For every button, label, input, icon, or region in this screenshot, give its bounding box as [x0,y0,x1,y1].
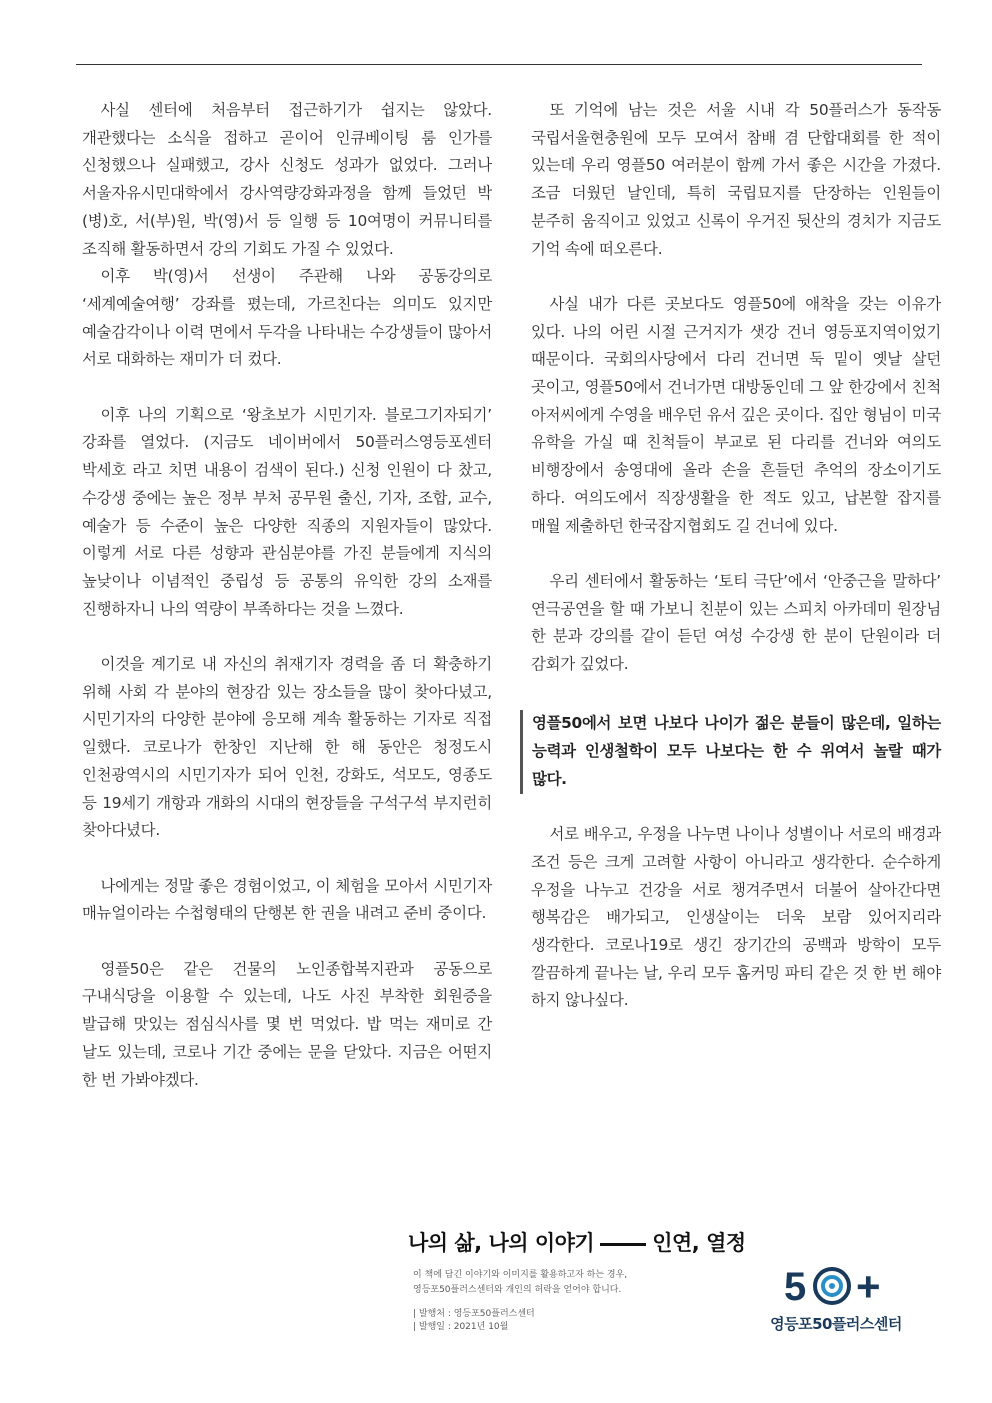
top-divider [76,64,922,65]
paragraph-theater-troupe: 우리 센터에서 활동하는 ‘토티 극단’에서 ‘안중근을 말하다’ 연극공연을 할 때 가보니 친분이 있는 스피치 아카데미 원장님 한 분과 강의를 같이 듣던 여성 수강생 한 분이 단원이라 더 감회가 깊었다. [531,571,941,674]
logo-caption: 영등포50플러스센터 [770,1315,902,1333]
paragraph-citizen-reporter-lecture: 이후 나의 기획으로 ‘왕초보가 시민기자. 블로그기자되기’ 강좌를 열었다. (지금도 네이버에서 50플러스영등포센터 박세호 라고 치면 내용이 검색이 된다.) 신청 인원이 다 찼고, 수강생 중에는 높은 정부 부처 공무원 출신, 기자, 조합, 교수, 예술가 등 수준이 높은 다양한 직종의 지원자들이 많았다. 이렇게 서로 다른 성향과 관심분야를 가진 분들에게 지식의 높낮이나 이념적인 중립성 등 공통의 유익한 강의 소재를 진행하자니 나의 역량이 부족하다는 것을 느꼈다. [82,405,492,618]
paragraph-reporter-career: 이것을 계기로 내 자신의 취재기자 경력을 좀 더 확충하기 위해 사회 각 분야의 현장감 있는 장소들을 많이 찾아다녔고, 시민기자의 다양한 분야에 응모해 계속 활동하는 기자로 직접 일했다. 코로나가 한창인 지난해 한 해 동안은 청정도시 인천광역시의 시민기자가 되어 인천, 강화도, 석모도, 영종도 등 19세기 개항과 개화의 시대의 현장들을 구석구석 부지런히 찾아다녔다. [82,655,492,840]
footer-title-right: 인연, 열정 [652,1231,746,1255]
footer-title [408,1227,746,1257]
logo-plus: + [856,1263,881,1310]
paragraph-manual-book: 나에게는 정말 좋은 경험이었고, 이 체험을 모아서 시민기자 매뉴얼이라는 수첩형태의 단행본 한 권을 내려고 준비 중이다. [82,876,492,923]
pull-quote: 영플50에서 보면 나보다 나이가 젊은 분들이 많은데, 일하는 능력과 인생철학이 모두 나보다는 한 수 위여서 놀랄 때가 많다. [520,710,941,793]
footer-title-left: 나의 삶, 나의 이야기 [408,1231,595,1255]
paragraph-cafeteria: 영플50은 같은 건물의 노인종합복지관과 공동으로 구내식당을 이용할 수 있는데, 나도 사진 부착한 회원증을 발급해 맛있는 점심식사를 몇 번 먹었다. 밥 먹는 재미로 간 날도 있는데, 코로나 기간 중에는 문을 닫았다. 지금은 어떤지 한 번 가봐야겠다. [82,959,492,1089]
paragraph-world-art-lecture: 이후 박(영)서 선생이 주관해 나와 공동강의로 ‘세계예술여행’ 강좌를 폈는데, 가르친다는 의미도 있지만 예술감각이나 이력 면에서 두각을 나타내는 수강생들이 많아서 서로 대화하는 재미가 더 컸다. [82,267,492,369]
date-line: | 발행일 : 2021년 10월 [413,1322,509,1332]
paragraph-center-access: 사실 센터에 처음부터 접근하기가 쉽지는 않았다. 개관했다는 소식을 접하고 곧이어 인큐베이팅 룸 인가를 신청했으나 실패했고, 강사 신청도 성과가 없었다. 그러나 서울자유시민대학에서 강사역량강화과정을 함께 들었던 박(병)호, 서(부)원, 박(영)서 등 일행 등 10여명이 커뮤니티를 조직해 활동하면서 강의 기회도 가질 수 있었다. [82,101,492,258]
publisher-line: | 발행처 : 영등포50플러스센터 [413,1309,535,1319]
left-column [82,97,492,1094]
logo-digit-5: 5 [784,1265,807,1309]
paragraph-yeongdeungpo-attachment: 사실 내가 다른 곳보다도 영플50에 애착을 갖는 이유가 있다. 나의 어린 시절 근거지가 샛강 건너 영등포지역이었기 때문이다. 국회의사당에서 다리 건너면 둑 밑이 옛날 살던 곳이고, 영플50에서 건너가면 대방동인데 그 앞 한강에서 친척 아저씨에게 수영을 배우던 유서 깊은 곳이다. 집안 형님이 미국 유학을 가실 때 친척들이 부교로 된 다리를 건너와 여의도 비행장에서 송영대에 올라 손을 흔들던 추억의 장소이기도 하다. 여의도에서 직장생활을 한 적도 있고, 납본할 잡지를 매월 제출하던 한국잡지협회도 길 건너에 있다. [531,294,941,535]
usage-notice [413,1268,627,1298]
paragraph-memorial-visit: 또 기억에 남는 것은 서울 시내 각 50플러스가 동작동 국립서울현충원에 모두 모여서 참배 겸 단합대회를 한 적이 있는데 우리 영플50 여러분이 함께 가서 좋은 시간을 가졌다. 조금 더웠던 날인데, 특히 국립묘지를 단장하는 인원들이 분주히 움직이고 있었고 신록이 우거진 뒷산의 경치가 지금도 기억 속에 떠오른다. [531,101,941,258]
publication-info [413,1308,535,1334]
logo-dot [829,1283,835,1289]
right-column [531,97,941,1015]
notice-line-2: 영등포50플러스센터와 개인의 허락을 얻어야 합니다. [413,1285,622,1295]
notice-line-1: 이 책에 담긴 이야기와 이미지를 활용하고자 하는 경우, [413,1270,628,1280]
title-dash [600,1243,646,1246]
paragraph-friendship: 서로 배우고, 우정을 나누면 나이나 성별이나 서로의 배경과 조건 등은 크게 고려할 사항이 아니라고 생각한다. 순수하게 우정을 나누고 건강을 서로 챙겨주면서 더불어 살아간다면 행복감은 배가되고, 인생살이는 더욱 보람 있어지리라 생각한다. 코로나19로 생긴 장기간의 공백과 방학이 모두 깔끔하게 끝나는 날, 우리 모두 홈커밍 파티 같은 것 한 번 해야 하지 않나싶다. [531,825,941,1010]
